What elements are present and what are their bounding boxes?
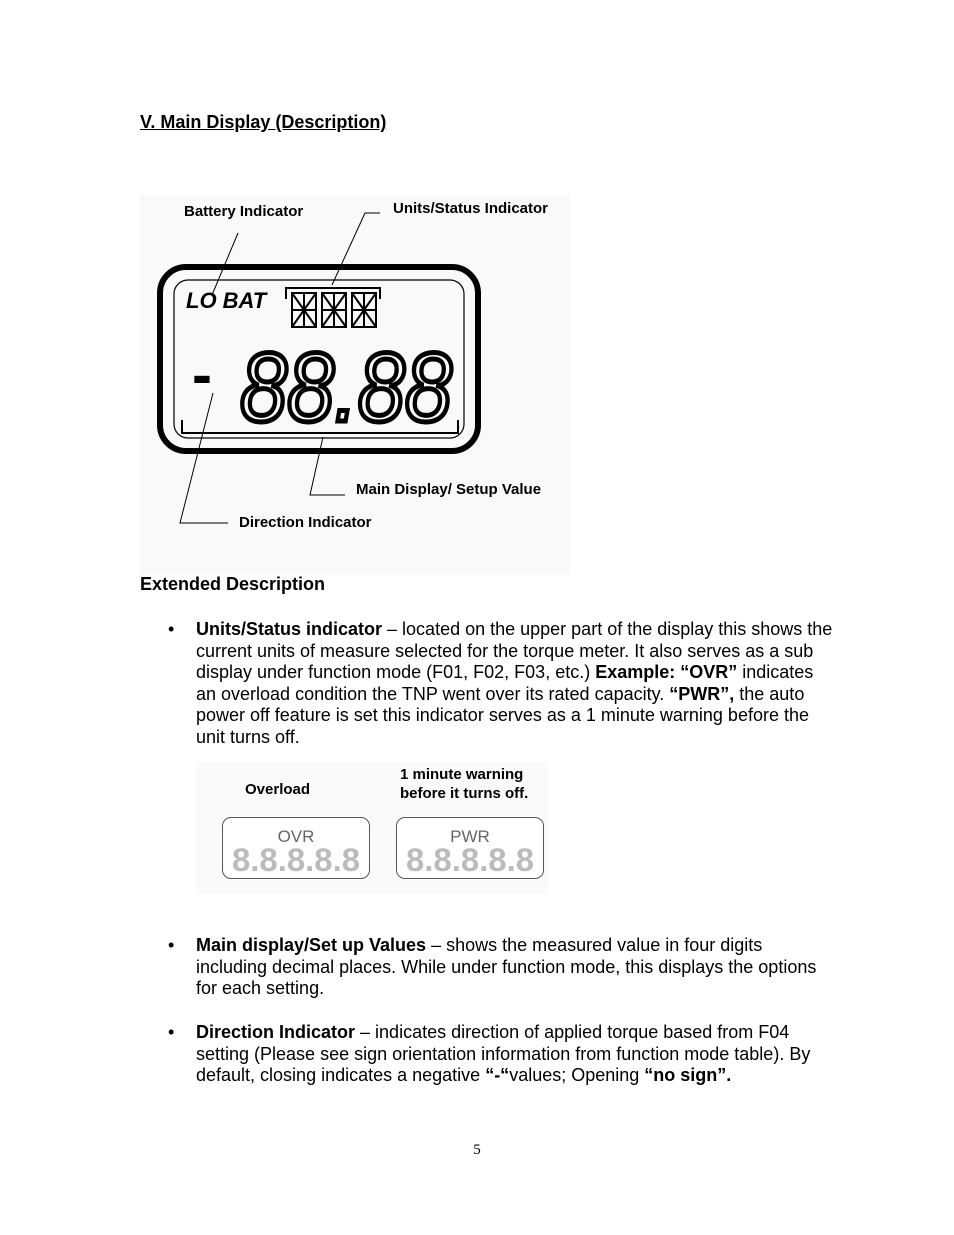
bullet-marker: •	[168, 1022, 175, 1042]
lcd-main-value: 88.88	[240, 332, 452, 442]
pwr-text: PWR	[450, 827, 490, 846]
page-number: 5	[473, 1142, 481, 1158]
warning-caption-line1: 1 minute warning	[400, 766, 524, 783]
direction-indicator-label: Direction Indicator	[239, 514, 372, 531]
units-callout-line	[332, 213, 380, 285]
units-status-paragraph: Units/Status indicator – located on the upper part of the display this shows the current units of measure selected for the torque meter. It also serves as a sub display under function mode (F01, F02, F03, etc.) Example: “OVR” indicates an overload condition the TNP went over its rated capacity. “PWR”, the auto power off feature is set this indicator serves as a 1 minute warning before the unit turns off.	[196, 619, 833, 747]
main-display-term: Main display/Set up Values	[196, 935, 427, 955]
extended-description-heading: Extended Description	[140, 574, 326, 594]
main-display-paragraph: Main display/Set up Values – shows the measured value in four digits including decimal places. While under function mode, this displays the options for each setting.	[196, 935, 817, 998]
units-segment-display	[292, 293, 376, 327]
lcd-lobat: LO BAT	[186, 288, 267, 313]
section-heading: V. Main Display (Description)	[140, 112, 387, 132]
units-status-term: Units/Status indicator	[196, 619, 383, 639]
pwr-lcd	[396, 817, 544, 879]
example-label: Example: “OVR”	[595, 662, 738, 682]
main-display-label: Main Display/ Setup Value	[356, 481, 542, 498]
ovr-lcd	[222, 817, 370, 879]
bullet-marker: •	[168, 935, 175, 955]
no-sign-label: “no sign”.	[644, 1065, 732, 1085]
ovr-text: OVR	[277, 827, 315, 846]
overload-caption: Overload	[245, 781, 311, 798]
direction-paragraph: Direction Indicator – indicates direction of applied torque based from F04 setting (Please see sign orientation information from function mode table). By default, closing indicates a negative “-“values; Opening “no sign”.	[196, 1022, 811, 1085]
units-status-indicator-label: Units/Status Indicator	[393, 200, 549, 217]
main-callout-line	[310, 437, 345, 495]
warning-caption-line2: before it turns off.	[400, 785, 529, 802]
battery-indicator-label: Battery Indicator	[184, 203, 304, 220]
direction-callout-line	[180, 393, 228, 523]
lcd-sign: -	[192, 341, 212, 408]
negative-sign-label: “-“	[485, 1065, 510, 1085]
ovr-digits: 8.8.8.8.8	[232, 842, 360, 878]
pwr-label: “PWR”,	[669, 683, 735, 704]
pwr-digits: 8.8.8.8.8	[406, 842, 534, 878]
direction-term: Direction Indicator	[196, 1022, 356, 1042]
bullet-marker: •	[168, 619, 175, 639]
